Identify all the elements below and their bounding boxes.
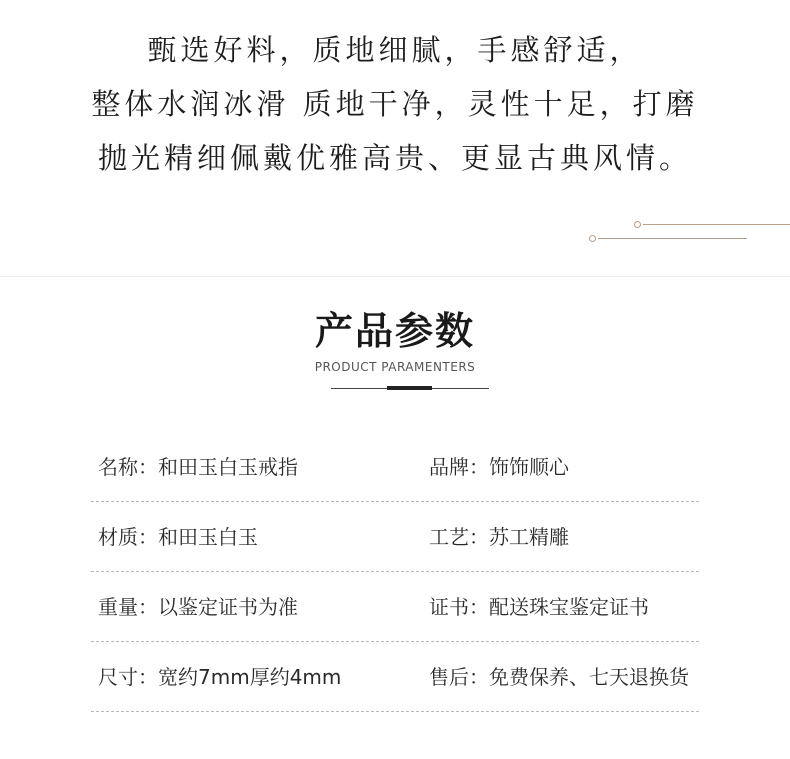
intro-text-line: 甄选好料，质地细腻，手感舒适， [147, 33, 643, 67]
decor-line [643, 224, 790, 225]
param-row [91, 572, 699, 642]
section-divider [0, 276, 790, 277]
param-material: 材质：和田玉白玉 [98, 525, 258, 549]
param-row [91, 502, 699, 572]
param-aftersales: 售后：免费保养、七天退换货 [429, 665, 689, 689]
intro-text-line: 整体水润冰滑 质地干净，灵性十足，打磨 [91, 87, 699, 121]
param-row [91, 432, 699, 502]
param-size: 尺寸：宽约7mm厚约4mm [98, 665, 342, 689]
intro-section [0, 0, 790, 276]
param-weight: 重量：以鉴定证书为准 [98, 595, 298, 619]
param-brand: 品牌：饰饰顺心 [429, 455, 569, 479]
param-certificate: 证书：配送珠宝鉴定证书 [429, 595, 649, 619]
decor-line [598, 238, 747, 239]
param-craft: 工艺：苏工精雕 [429, 525, 569, 549]
title-underline-accent [387, 386, 432, 390]
intro-text-line: 抛光精细佩戴优雅高贵、更显古典风情。 [97, 141, 692, 175]
params-subtitle: PRODUCT PARAMENTERS [314, 360, 476, 374]
decor-dot [634, 221, 641, 228]
decor-dot [589, 235, 596, 242]
param-row [91, 642, 699, 712]
params-title: 产品参数 [314, 309, 475, 353]
row-divider [91, 711, 699, 712]
param-name: 名称：和田玉白玉戒指 [98, 455, 298, 479]
